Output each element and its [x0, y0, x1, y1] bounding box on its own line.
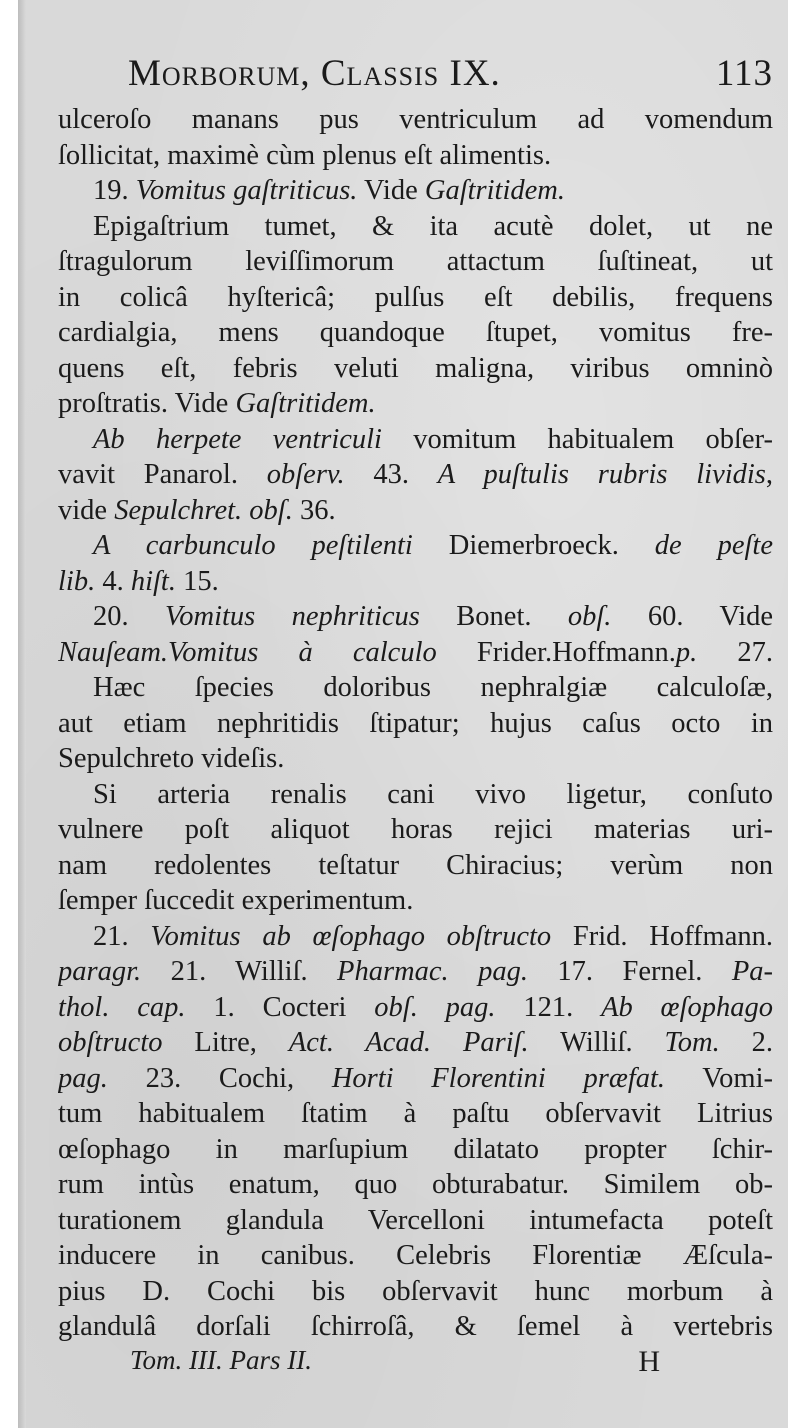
volume-note: Tom. III. Pars II.	[130, 1345, 312, 1375]
page-number: 113	[715, 53, 773, 94]
text-line	[58, 990, 773, 1026]
book-page	[18, 0, 788, 1428]
running-title: Morborum, Classis IX.	[128, 53, 501, 94]
text-run: 17. Fernel.	[527, 956, 732, 987]
text-run: 36.	[292, 494, 336, 526]
text-run: Sepulchreto videſis.	[58, 743, 285, 774]
italic-text: Sepulchret. obſ.	[114, 494, 293, 526]
text-run: proſtratis. Vide	[58, 388, 236, 419]
text-run: Frider.Hoffmann.	[436, 636, 676, 668]
italic-text: Ab herpete ventriculi	[93, 423, 382, 455]
text-run: Epigaſtrium tumet, & ita acutè dolet, ut ne	[93, 210, 773, 242]
text-run: Litre,	[162, 1027, 289, 1058]
text-line	[58, 883, 773, 919]
italic-text: pag.	[58, 1062, 108, 1094]
italic-text: Gaſtritidem.	[424, 175, 565, 206]
text-line	[58, 599, 773, 635]
italic-text: Tom.	[664, 1027, 720, 1058]
text-line	[58, 954, 773, 990]
text-line	[58, 173, 773, 209]
text-line	[58, 777, 773, 813]
text-run: Bonet.	[419, 601, 568, 632]
text-run: vulnere poſt aliquot horas rejici materias uri-	[58, 814, 773, 845]
text-run: aut etiam nephritidis ſtipatur; hujus caſus octo in	[58, 707, 773, 739]
text-run: 27.	[697, 636, 773, 668]
italic-text: obſtructo	[58, 1027, 163, 1058]
italic-text: hiſt.	[130, 565, 176, 597]
text-line	[58, 1096, 773, 1132]
text-run: Diemerbroeck.	[412, 530, 655, 561]
text-run: 43.	[344, 459, 438, 490]
text-line	[58, 315, 773, 351]
text-run: turationem glandula Vercelloni intumefacta poteſt	[58, 1204, 773, 1236]
italic-text: Vomitus nephriticus	[165, 601, 420, 632]
text-line	[58, 1167, 773, 1203]
text-line	[58, 564, 773, 600]
text-line	[58, 848, 773, 884]
text-run: Hæc ſpecies doloribus nephralgiæ calculoſæ,	[93, 672, 773, 703]
text-run: 15.	[175, 565, 219, 597]
text-line	[58, 919, 773, 955]
text-run: 23. Cochi,	[107, 1062, 332, 1094]
text-run: vomitum habitualem obſer-	[381, 423, 773, 455]
text-run: 60. Vide	[611, 601, 773, 632]
text-run: Vide	[357, 175, 425, 206]
text-line	[58, 351, 773, 387]
text-line	[58, 1025, 773, 1061]
italic-text: lib.	[58, 565, 96, 597]
text-run: 21.	[93, 920, 151, 952]
italic-text: Vomitus gaſtriticus.	[135, 175, 358, 206]
text-line	[58, 1238, 773, 1274]
italic-text: Pharmac. pag.	[337, 956, 528, 987]
text-run: 1. Cocteri	[185, 991, 375, 1023]
text-run: ſemper ſuccedit experimentum.	[58, 885, 414, 916]
text-run: ,	[765, 459, 773, 490]
running-header	[58, 52, 773, 102]
body-text	[58, 102, 773, 1345]
italic-text: obſerv.	[266, 459, 345, 490]
text-line	[58, 493, 773, 529]
italic-text: Vomitus ab œſophago obſtructo	[150, 920, 552, 952]
text-line	[58, 209, 773, 245]
text-run: Si arteria renalis cani vivo ligetur, conſuto	[93, 778, 773, 810]
text-run: glandulâ dorſali ſchirroſâ, & ſemel à vertebris	[58, 1311, 773, 1342]
signature-mark: H	[638, 1345, 660, 1378]
text-run: 20.	[93, 601, 166, 632]
text-line	[58, 280, 773, 316]
italic-text: de peſte	[654, 530, 773, 561]
text-run: ulceroſo manans pus ventriculum ad vomendum	[58, 104, 773, 135]
text-line	[58, 386, 773, 422]
text-line	[58, 1132, 773, 1168]
text-run: ſollicitat, maximè cùm plenus eſt alimentis.	[58, 139, 552, 171]
italic-text: Horti Florentini præfat.	[331, 1062, 666, 1094]
text-line	[58, 138, 773, 174]
text-run: Frid. Hoffmann.	[551, 920, 773, 952]
italic-text: A puſtulis rubris lividis	[437, 459, 766, 490]
text-run: nam redolentes teſtatur Chiracius; verùm non	[58, 849, 773, 881]
italic-text: obſ.	[567, 601, 612, 632]
text-line	[58, 670, 773, 706]
text-run: tum habitualem ſtatim à paſtu obſervavit Litrius	[58, 1098, 773, 1129]
text-line	[58, 812, 773, 848]
text-run: pius D. Cochi bis obſervavit hunc morbum à	[58, 1275, 773, 1307]
text-run: 2.	[719, 1027, 773, 1058]
text-line	[58, 1274, 773, 1310]
italic-text: paragr.	[58, 956, 142, 987]
italic-text: A carbunculo peſtilenti	[93, 530, 413, 561]
text-line	[58, 741, 773, 777]
page-gutter-shadow	[18, 0, 26, 1428]
text-run: 4.	[95, 565, 131, 597]
text-run: Vomi-	[665, 1062, 773, 1094]
text-block	[58, 52, 773, 1345]
text-line	[58, 1309, 773, 1345]
text-run: Williſ.	[528, 1027, 665, 1058]
italic-text: thol. cap.	[58, 991, 186, 1023]
text-line	[58, 706, 773, 742]
text-run: quens eſt, febris veluti maligna, viribus omninò	[58, 352, 773, 384]
italic-text: Pa-	[731, 956, 773, 987]
text-run: vavit Panarol.	[58, 459, 267, 490]
text-run: 19.	[93, 175, 136, 206]
italic-text: Act. Acad. Pariſ.	[288, 1027, 529, 1058]
italic-text: Ab œſophago	[601, 991, 773, 1023]
text-line	[58, 528, 773, 564]
italic-text: obſ. pag.	[374, 991, 496, 1023]
italic-text: Gaſtritidem.	[235, 388, 376, 419]
text-line	[58, 635, 773, 671]
text-line	[58, 457, 773, 493]
text-run: in colicâ hyſtericâ; pulſus eſt debilis, frequens	[58, 281, 773, 313]
text-line	[58, 422, 773, 458]
text-line	[58, 102, 773, 138]
text-line	[58, 244, 773, 280]
text-run: cardialgia, mens quandoque ſtupet, vomitus fre-	[58, 317, 773, 348]
italic-text: p.	[675, 636, 698, 668]
text-run: ſtragulorum leviſſimorum attactum ſuſtineat, ut	[58, 246, 773, 277]
text-run: 121.	[495, 991, 602, 1023]
text-line	[58, 1061, 773, 1097]
page-footer	[130, 1345, 660, 1379]
text-run: rum intùs enatum, quo obturabatur. Similem ob-	[58, 1169, 773, 1200]
text-run: œſophago in marſupium dilatato propter ſchir-	[58, 1133, 773, 1165]
text-run: 21. Williſ.	[141, 956, 338, 987]
text-run: vide	[58, 494, 115, 526]
text-line	[58, 1203, 773, 1239]
text-run: inducere in canibus. Celebris Florentiæ Æſcula-	[58, 1240, 773, 1271]
italic-text: Nauſeam.Vomitus à calculo	[58, 636, 437, 668]
